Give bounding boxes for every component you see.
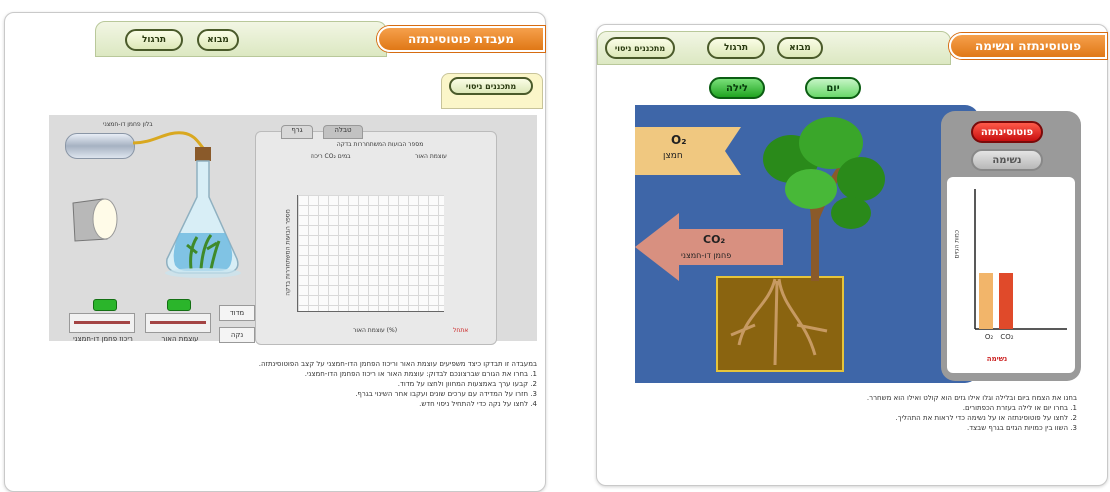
table-tab[interactable]: טבלה: [323, 125, 363, 139]
graph-legend-title: מספר הבועות המשתחררות בדקה: [336, 141, 424, 148]
slider2-track[interactable]: [69, 313, 135, 333]
graph-tab[interactable]: גרף: [281, 125, 313, 139]
slider2-label: ריכוז פחמן דו-חמצני: [73, 335, 133, 343]
right-instruction-line: 3. השוו בין כמויות הגזים בגרף שבצד.: [966, 424, 1077, 432]
clear-button[interactable]: נקה: [219, 327, 255, 343]
left-window: [4, 12, 546, 492]
side-caption: נשימה: [986, 355, 1008, 363]
graph-x-label: עוצמת האור (%): [352, 327, 398, 334]
bar1-label: O₂: [984, 333, 994, 341]
o2-label: O₂: [671, 133, 687, 147]
graph-plot-area: [297, 195, 444, 312]
co2-arrow: [635, 211, 785, 283]
right-tab-practice[interactable]: תרגול: [707, 37, 765, 59]
left-instruction-line: 2. קבעו ערך באמצעות המחוון ולחצו על מדוד.: [397, 380, 537, 388]
gas-tank-label: בלון פחמן דו-חמצני: [103, 121, 153, 128]
right-instruction-line: 2. לחצו על פוטוסינתזה או על נשימה כדי לראות את התהליך.: [895, 414, 1077, 422]
gas-bar-chart: [953, 185, 1071, 353]
co2-sublabel: פחמן דו-חמצני: [681, 251, 732, 260]
o2-sublabel: חמצן: [663, 151, 683, 161]
right-instructions: [617, 393, 1077, 433]
flask-with-plant: [157, 141, 247, 281]
o2-bar: [979, 273, 993, 329]
left-tab-practice[interactable]: תרגול: [125, 29, 183, 51]
lamp: [67, 195, 129, 247]
right-tab-plan-experiment[interactable]: מתכננים ניסוי: [605, 37, 675, 59]
graph-reset[interactable]: אתחל: [453, 327, 469, 334]
right-tab-intro[interactable]: מבוא: [777, 37, 823, 59]
co2-label: CO₂: [703, 233, 726, 246]
slider1-indicator: [167, 299, 191, 311]
left-instruction-line: 4. לחצו על נקה כדי להתחיל ניסוי חדש.: [419, 400, 537, 408]
left-instruction-line: 3. חזרו על המדידה עם ערכים שונים ועקבו אחר השינוי בגרף.: [355, 390, 537, 398]
slider1-label: עוצמת האור: [161, 335, 199, 343]
co2-bar: [999, 273, 1013, 329]
left-window-title: מעבדת פוטוסינתזה: [377, 26, 545, 52]
right-instruction-line: בחנו את הצמח ביום ובלילה וגלו אילו גזים הוא קולט ואילו הוא משחרר.: [866, 394, 1077, 402]
graph-legend-item1: עוצמת האור: [415, 153, 447, 160]
photosynthesis-button[interactable]: פוטוסינתזה: [971, 121, 1043, 143]
measure-button[interactable]: מדוד: [219, 305, 255, 321]
slider2-indicator: [93, 299, 117, 311]
slider1-track[interactable]: [145, 313, 211, 333]
day-button[interactable]: יום: [805, 77, 861, 99]
respiration-button[interactable]: נשימה: [971, 149, 1043, 171]
graph-legend-item2: ריכוז CO₂ במים: [311, 153, 351, 160]
left-instruction-line: 1. בחרו את הגורם שברצונכם לבדוק: עוצמת האור או ריכוז הפחמן הדו-חמצני.: [304, 370, 537, 378]
left-instructions: [49, 359, 537, 409]
right-window-title: פוטוסינתזה ונשימה: [949, 33, 1107, 59]
night-button[interactable]: לילה: [709, 77, 765, 99]
soil: [715, 275, 845, 373]
side-y-label: כמות הגזים: [953, 229, 961, 259]
left-tab-intro[interactable]: מבוא: [197, 29, 239, 51]
o2-arrow: [635, 121, 745, 181]
graph-y-label: מספר הבועות המשתחררות בדקה: [284, 209, 292, 296]
right-window: [596, 24, 1108, 486]
right-instruction-line: 1. בחרו יום או לילה בעזרת הכפתורים.: [962, 404, 1077, 412]
left-instruction-line: במעבדה זו תבדקו כיצד משפיעים עוצמת האור וריכוז הפחמן הדו-חמצני על קצב הפוטוסינתזה.: [258, 360, 537, 368]
left-subtab-plan-experiment[interactable]: מתכננים ניסוי: [449, 77, 533, 95]
bar2-label: CO₂: [1000, 333, 1014, 341]
